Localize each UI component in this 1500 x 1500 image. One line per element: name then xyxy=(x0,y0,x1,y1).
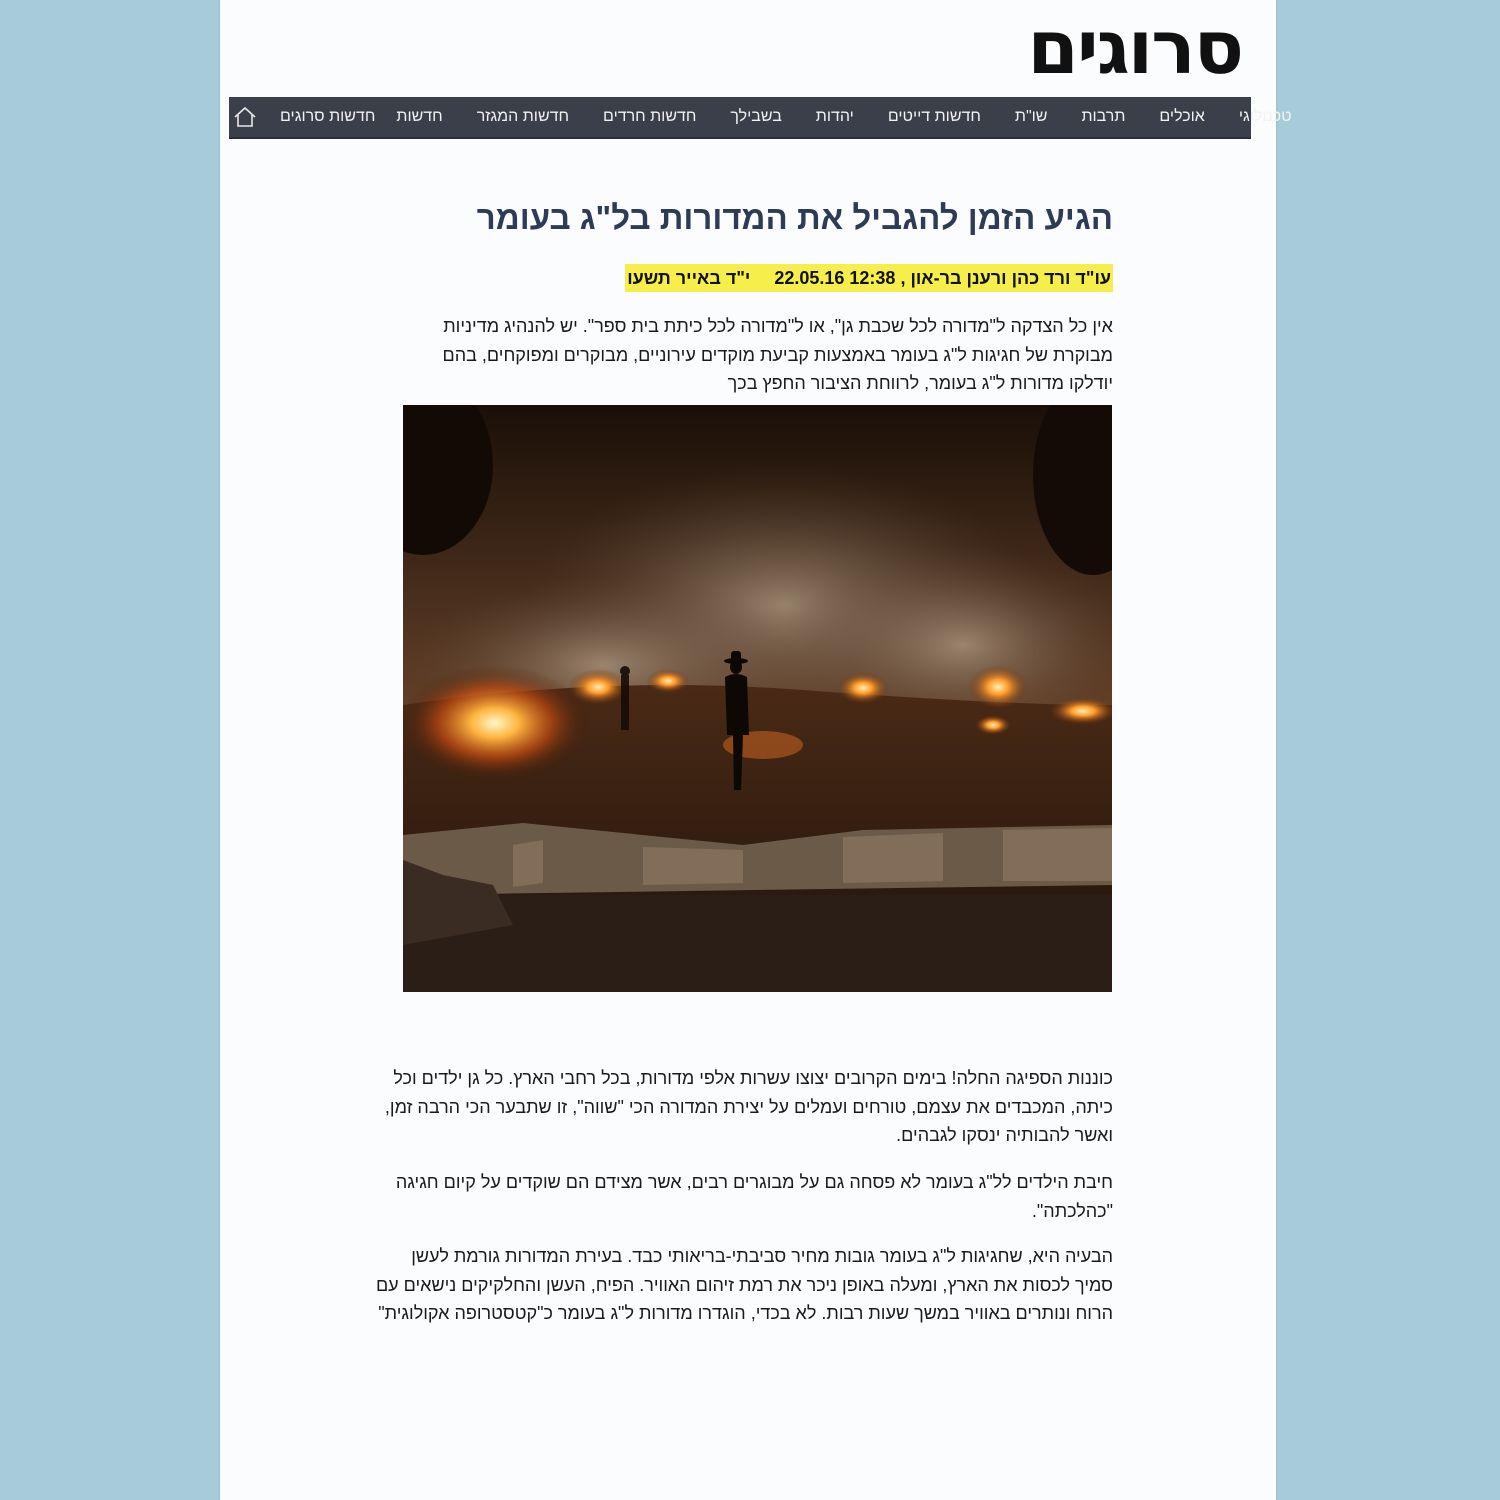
nav-item-sector-news[interactable]: חדשות המגזר xyxy=(476,108,570,125)
nav-item-tech[interactable]: טכנולוגי xyxy=(1238,108,1292,125)
byline-hebrew-date: י"ד באייר תשעו xyxy=(627,268,751,288)
article-paragraph-1: כוננות הספיגה החלה! בימים הקרובים יצוצו עשרות אלפי מדורות, בכל רחבי הארץ. כל גן ילדים וכל כיתה, המכבדים את עצמם, טורחים ועמלים על יצירת המדורה הכי "שווה", זו שתבער הכי הרבה זמן, ואשר להבותיה ינסקו לגבהים. xyxy=(384,1068,1113,1145)
nav-item-haredi-news[interactable]: חדשות חרדים xyxy=(603,108,697,125)
document-page xyxy=(220,0,1292,1500)
nav-item-qa[interactable]: שו"ת xyxy=(1014,108,1048,125)
article-photo-bonfires xyxy=(403,405,1112,992)
article-headline: הגיע הזמן להגביל את המדורות בל"ג בעומר xyxy=(476,199,1113,236)
byline-datetime: 22.05.16 12:38 xyxy=(774,268,896,288)
article-paragraph-3: הבעיה היא, שחגיגות ל"ג בעומר גובות מחיר סביבתי-בריאותי כבד. בעירת המדורות גורמת לעשן סמיך לכסות את הארץ, ומעלה באופן ניכר את רמת זיהום האוויר. הפיח, העשן והחלקיקים נישאים עם הרוח ונותרים באוויר במשך שעות רבות. לא בכדי, הוגדרו מדורות ל"ג בעומר כ"קטסטרופה אקולוגית" xyxy=(375,1246,1113,1323)
nav-item-sruguim-news[interactable]: חדשות סרוגים xyxy=(280,108,376,125)
byline-authors: עו"ד ורד כהן ורענן בר-און , xyxy=(900,268,1111,288)
nav-item-food[interactable]: אוכלים xyxy=(1159,108,1205,125)
home-icon[interactable] xyxy=(233,105,257,129)
nav-item-dating-news[interactable]: חדשות דייטים xyxy=(887,108,981,125)
main-nav xyxy=(229,97,1292,139)
site-logo[interactable]: סרוגים xyxy=(1027,5,1242,91)
nav-item-judaism[interactable]: יהדות xyxy=(815,108,854,125)
nav-item-for-you[interactable]: בשבילך xyxy=(730,108,782,125)
article-lead: אין כל הצדקה ל"מדורה לכל שכבת גן", או ל"מדורה לכל כיתת בית ספר". יש להנהיג מדיניות מבוקרת של חגיגות ל"ג בעומר באמצעות קביעת מוקדים עירוניים, מבוקרים ומפוקחים, בהם יודלקו מדורות ל"ג בעומר, לרווחת הציבור החפץ בכך xyxy=(442,316,1113,393)
article-paragraph-2: חיבת הילדים לל"ג בעומר לא פסחה גם על מבוגרים רבים, אשר מצידם הם שוקדים על קיום חגיגה "כהלכתה". xyxy=(395,1172,1113,1221)
nav-item-culture[interactable]: תרבות xyxy=(1081,108,1126,125)
article-byline xyxy=(625,264,1113,292)
nav-item-news[interactable]: חדשות xyxy=(396,108,443,125)
